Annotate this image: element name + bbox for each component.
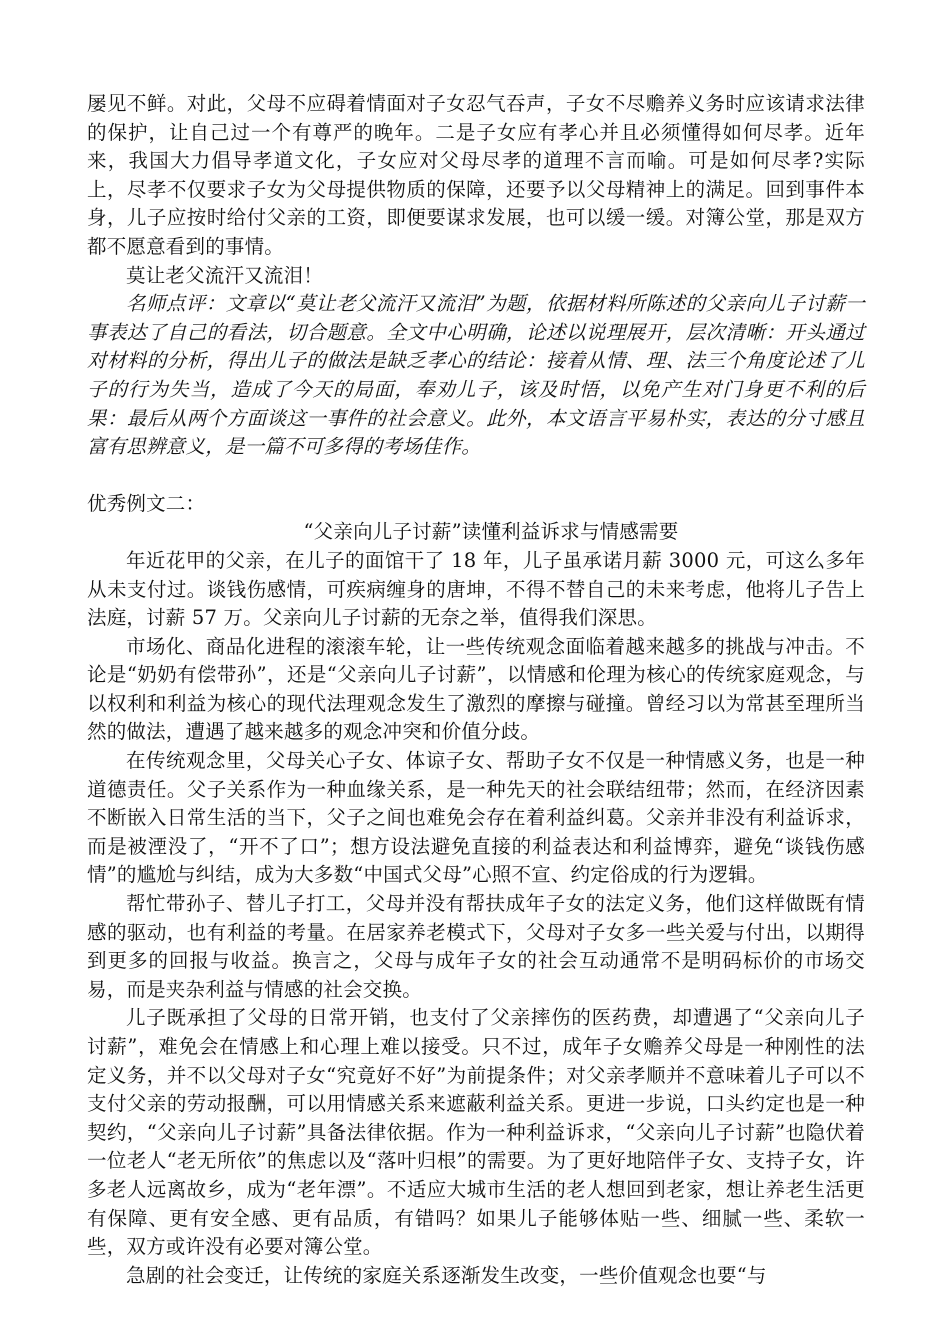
essay-title: “父亲向儿子讨薪”读懂利益诉求与情感需要 [303,520,679,544]
essay-paragraph-4: 帮忙带孙子、替儿子打工，父母并没有帮扶成年子女的法定义务，他们这样做既有情感的驱动，也有利益的考量。在居家养老模式下，父母对子女多一些关爱与付出，以期得到更多的回报与收益。换言之，父母与成年子女的社会互动通常不是明码标价的市场交易，而是夹杂利益与情感的社会交换。 [87,892,865,1001]
paragraph-gap [87,462,865,490]
essay-paragraph-6: 急剧的社会变迁，让传统的家庭关系逐渐发生改变，一些价值观念也要“与 [126,1263,767,1287]
essay-paragraph-3: 在传统观念里，父母关心子女、体谅子女、帮助子女不仅是一种情感义务，也是一种道德责任。父子关系作为一种血缘关系，是一种先天的社会联结纽带；然而，在经济因素不断嵌入日常生活的当下，父子之间也难免会存在着利益纠葛。父亲并非没有利益诉求，而是被湮没了，“开不了口”；想方设法避免直接的利益表达和利益博弈，避免“谈钱伤感情”的尴尬与纠结，成为大多数“中国式父母”心照不宣、约定俗成的行为逻辑。 [87,749,865,887]
section-heading: 优秀例文二： [87,491,206,515]
teacher-comment: 名师点评：文章以“莫让老父流汗又流泪”为题，依据材料所陈述的父亲向儿子讨薪一事表达了自己的看法，切合题意。全文中心明确，论述以说理展开，层次清晰：开头通过对材料的分析，得出儿子的做法是缺乏孝心的结论：接着从情、理、法三个角度论述了儿子的行为失当，造成了今天的局面，奉劝儿子，该及时悟，以免产生对门身更不利的后果：最后从两个方面谈这一事件的社会意义。此外，本文语言平易朴实，表达的分寸感且富有思辨意义，是一篇不可多得的考场佳作。 [87,292,865,459]
essay-closing-line: 莫让老父流汗又流泪！ [126,263,324,287]
essay-paragraph-5: 儿子既承担了父母的日常开销，也支付了父亲摔伤的医药费，却遭遇了“父亲向儿子讨薪”，难免会在情感上和心理上难以接受。只不过，成年子女赡养父母是一种刚性的法定义务，并不以父母对子女“究竟好不好”为前提条件；对父亲孝顺并不意味着儿子可以不支付父亲的劳动报酬，可以用情感关系来遮蔽利益关系。更进一步说，口头约定也是一种契约，“父亲向儿子讨薪”具备法律依据。作为一种利益诉求，“父亲向儿子讨薪”也隐伏着一位老人“老无所依”的焦虑以及“落叶归根”的需要。为了更好地陪伴子女、支持子女，许多老人远离故乡，成为“老年漂”。不适应大城市生活的老人想回到老家，想让养老生活更有保障、更有安全感、更有品质，有错吗？如果儿子能够体贴一些、细腻一些、柔软一些，双方或许没有必要对簿公堂。 [87,1006,865,1259]
paragraph-continued: 屡见不鲜。对此，父母不应碍着情面对子女忍气吞声，子女不尽赡养义务时应该请求法律的保护，让自己过一个有尊严的晚年。二是子女应有孝心并且必须懂得如何尽孝。近年来，我国大力倡导孝道文化，子女应对父母尽孝的道理不言而喻。可是如何尽孝?实际上，尽孝不仅要求子女为父母提供物质的保障，还要予以父母精神上的满足。回到事件本身，儿子应按时给付父亲的工资，即便要谋求发展，也可以缓一缓。对簿公堂，那是双方都不愿意看到的事情。 [87,92,865,258]
essay-paragraph-2: 市场化、商品化进程的滚滚车轮，让一些传统观念面临着越来越多的挑战与冲击。不论是“奶奶有偿带孙”，还是“父亲向儿子讨薪”，以情感和伦理为核心的传统家庭观念，与以权利和利益为核心的现代法理观念发生了激烈的摩擦与碰撞。曾经习以为常甚至理所当然的做法，遭遇了越来越多的观念冲突和价值分歧。 [87,634,865,744]
document-page [87,90,865,1290]
essay-paragraph-1: 年近花甲的父亲，在儿子的面馆干了 18 年，儿子虽承诺月薪 3000 元，可这么多年从未支付过。谈钱伤感情，可疾病缠身的唐坤，不得不替自己的未来考虑，他将儿子告上法庭，讨薪 57 万。父亲向儿子讨薪的无奈之举，值得我们深思。 [87,548,865,630]
